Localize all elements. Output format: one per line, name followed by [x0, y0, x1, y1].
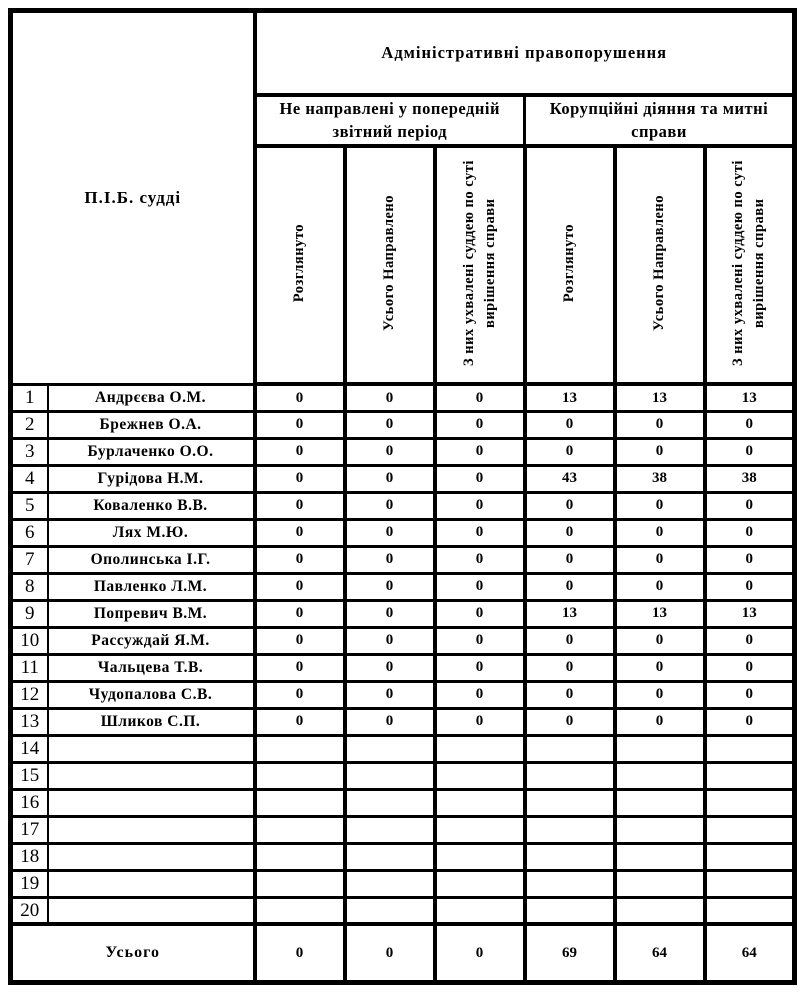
value-cell: 0	[525, 546, 615, 573]
value-cell	[615, 816, 705, 843]
value-cell: 0	[345, 384, 435, 411]
value-cell	[345, 897, 435, 924]
value-cell: 0	[525, 438, 615, 465]
judge-name-cell: Лях М.Ю.	[48, 519, 255, 546]
value-cell: 0	[255, 411, 345, 438]
value-cell	[705, 762, 795, 789]
column-header-reviewed-right	[525, 146, 615, 384]
table-body	[11, 384, 795, 924]
total-value-cell: 0	[255, 924, 345, 982]
value-cell: 0	[345, 546, 435, 573]
row-number-cell: 11	[11, 654, 48, 681]
value-cell	[255, 816, 345, 843]
row-number-cell: 5	[11, 492, 48, 519]
value-cell: 43	[525, 465, 615, 492]
value-cell	[255, 789, 345, 816]
value-cell: 0	[345, 654, 435, 681]
total-value-cell: 0	[435, 924, 525, 982]
top-header: Адміністративні правопорушення	[255, 11, 795, 95]
value-cell	[435, 789, 525, 816]
value-cell: 0	[255, 681, 345, 708]
judge-name-cell: Шликов С.П.	[48, 708, 255, 735]
table-row	[11, 411, 795, 438]
value-cell: 0	[615, 681, 705, 708]
judge-name-cell: Чальцева Т.В.	[48, 654, 255, 681]
value-cell: 0	[615, 627, 705, 654]
value-cell: 13	[615, 600, 705, 627]
table-row	[11, 708, 795, 735]
table-row	[11, 438, 795, 465]
value-cell	[525, 762, 615, 789]
value-cell: 0	[345, 708, 435, 735]
value-cell: 0	[615, 573, 705, 600]
total-value-cell: 64	[615, 924, 705, 982]
value-cell: 0	[435, 681, 525, 708]
judge-name-cell: Чудопалова С.В.	[48, 681, 255, 708]
value-cell: 0	[525, 492, 615, 519]
row-number-cell: 9	[11, 600, 48, 627]
value-cell	[345, 789, 435, 816]
value-cell: 0	[435, 519, 525, 546]
judge-name-cell	[48, 762, 255, 789]
judge-name-cell: Гурідова Н.М.	[48, 465, 255, 492]
value-cell: 0	[615, 546, 705, 573]
value-cell: 0	[435, 465, 525, 492]
value-cell: 0	[435, 600, 525, 627]
table-header	[11, 11, 795, 385]
value-cell	[345, 843, 435, 870]
value-cell	[435, 897, 525, 924]
table-row	[11, 843, 795, 870]
value-cell: 0	[705, 546, 795, 573]
group-header-corruption-customs: Корупційні діяння та митні справи	[525, 95, 795, 147]
value-cell	[705, 789, 795, 816]
table-row	[11, 465, 795, 492]
column-header-rotated-label: Розглянуто	[561, 223, 577, 302]
value-cell: 0	[255, 492, 345, 519]
column-header-rotated-label: З них ухвалені суддею по суті вирішення справи	[730, 159, 768, 366]
row-number-cell: 3	[11, 438, 48, 465]
value-cell: 0	[345, 627, 435, 654]
value-cell: 13	[525, 384, 615, 411]
table-row	[11, 789, 795, 816]
table-row	[11, 735, 795, 762]
row-number-cell: 4	[11, 465, 48, 492]
column-header-rotated-label: Усього Направлено	[381, 194, 397, 331]
value-cell: 0	[435, 627, 525, 654]
value-cell: 0	[525, 654, 615, 681]
value-cell: 0	[705, 627, 795, 654]
total-value-cell: 0	[345, 924, 435, 982]
value-cell: 13	[705, 600, 795, 627]
row-number-cell: 19	[11, 870, 48, 897]
value-cell	[525, 843, 615, 870]
column-header-decided-on-merits-right	[705, 146, 795, 384]
value-cell: 0	[255, 465, 345, 492]
column-header-decided-on-merits-left	[435, 146, 525, 384]
value-cell	[705, 870, 795, 897]
value-cell: 13	[615, 384, 705, 411]
value-cell: 0	[705, 492, 795, 519]
value-cell: 0	[615, 492, 705, 519]
value-cell	[435, 843, 525, 870]
value-cell	[705, 843, 795, 870]
value-cell	[255, 762, 345, 789]
value-cell: 0	[705, 519, 795, 546]
judge-name-cell	[48, 843, 255, 870]
name-column-header: П.І.Б. судді	[11, 11, 255, 385]
table-row	[11, 600, 795, 627]
value-cell: 0	[615, 411, 705, 438]
value-cell: 0	[435, 492, 525, 519]
header-row-top	[11, 11, 795, 95]
judge-name-cell: Коваленко В.В.	[48, 492, 255, 519]
value-cell	[255, 735, 345, 762]
value-cell: 0	[525, 519, 615, 546]
value-cell	[435, 870, 525, 897]
value-cell: 0	[615, 708, 705, 735]
value-cell	[345, 870, 435, 897]
value-cell: 0	[345, 519, 435, 546]
judge-name-cell	[48, 789, 255, 816]
row-number-cell: 10	[11, 627, 48, 654]
judge-name-cell: Бурлаченко О.О.	[48, 438, 255, 465]
value-cell: 0	[435, 654, 525, 681]
table-row	[11, 546, 795, 573]
value-cell: 0	[255, 573, 345, 600]
value-cell: 0	[255, 708, 345, 735]
value-cell	[525, 735, 615, 762]
value-cell: 0	[435, 384, 525, 411]
value-cell: 0	[615, 438, 705, 465]
table-row	[11, 573, 795, 600]
group-header-not-forwarded: Не направлені у попередній звітний період	[255, 95, 525, 147]
value-cell	[345, 735, 435, 762]
value-cell: 0	[435, 546, 525, 573]
value-cell: 0	[345, 681, 435, 708]
judge-name-cell: Брежнев О.А.	[48, 411, 255, 438]
row-number-cell: 8	[11, 573, 48, 600]
value-cell: 0	[345, 438, 435, 465]
row-number-cell: 7	[11, 546, 48, 573]
value-cell: 0	[345, 600, 435, 627]
value-cell	[615, 843, 705, 870]
table-row	[11, 654, 795, 681]
row-number-cell: 2	[11, 411, 48, 438]
column-header-rotated-label: Усього Направлено	[651, 194, 667, 331]
judge-name-cell	[48, 816, 255, 843]
value-cell: 0	[615, 654, 705, 681]
value-cell: 0	[255, 654, 345, 681]
value-cell	[345, 816, 435, 843]
value-cell: 0	[435, 411, 525, 438]
column-header-rotated-label: Розглянуто	[291, 223, 307, 302]
value-cell: 0	[525, 573, 615, 600]
value-cell	[615, 762, 705, 789]
row-number-cell: 15	[11, 762, 48, 789]
value-cell: 0	[345, 573, 435, 600]
value-cell: 0	[705, 654, 795, 681]
value-cell: 0	[525, 708, 615, 735]
value-cell	[435, 762, 525, 789]
row-number-cell: 16	[11, 789, 48, 816]
value-cell	[615, 870, 705, 897]
value-cell	[615, 897, 705, 924]
table-row	[11, 627, 795, 654]
report-table	[8, 8, 797, 985]
row-number-cell: 12	[11, 681, 48, 708]
column-header-total-sent-left	[345, 146, 435, 384]
value-cell: 0	[705, 708, 795, 735]
table-footer	[11, 924, 795, 982]
value-cell	[255, 843, 345, 870]
table-row	[11, 870, 795, 897]
row-number-cell: 13	[11, 708, 48, 735]
table-row	[11, 897, 795, 924]
value-cell: 13	[525, 600, 615, 627]
value-cell: 0	[705, 681, 795, 708]
value-cell	[435, 816, 525, 843]
judge-name-cell	[48, 897, 255, 924]
judge-name-cell: Попревич В.М.	[48, 600, 255, 627]
judge-name-cell: Ополинська І.Г.	[48, 546, 255, 573]
value-cell: 13	[705, 384, 795, 411]
value-cell	[435, 735, 525, 762]
value-cell: 0	[345, 465, 435, 492]
table-row	[11, 519, 795, 546]
column-header-total-sent-right	[615, 146, 705, 384]
value-cell: 38	[705, 465, 795, 492]
value-cell	[525, 816, 615, 843]
table-row	[11, 816, 795, 843]
value-cell: 38	[615, 465, 705, 492]
column-header-reviewed-left	[255, 146, 345, 384]
table-row	[11, 681, 795, 708]
row-number-cell: 17	[11, 816, 48, 843]
value-cell: 0	[525, 411, 615, 438]
table-row	[11, 492, 795, 519]
value-cell: 0	[525, 627, 615, 654]
value-cell	[525, 870, 615, 897]
value-cell: 0	[705, 573, 795, 600]
judge-name-cell: Андрєєва О.М.	[48, 384, 255, 411]
judge-name-cell	[48, 870, 255, 897]
value-cell: 0	[255, 438, 345, 465]
value-cell	[525, 789, 615, 816]
value-cell: 0	[255, 600, 345, 627]
row-number-cell: 20	[11, 897, 48, 924]
value-cell: 0	[255, 546, 345, 573]
total-label: Усього	[11, 924, 255, 982]
value-cell: 0	[525, 681, 615, 708]
value-cell: 0	[435, 708, 525, 735]
value-cell: 0	[345, 492, 435, 519]
value-cell	[255, 897, 345, 924]
total-value-cell: 64	[705, 924, 795, 982]
total-value-cell: 69	[525, 924, 615, 982]
value-cell: 0	[435, 573, 525, 600]
value-cell: 0	[615, 519, 705, 546]
value-cell	[525, 897, 615, 924]
row-number-cell: 1	[11, 384, 48, 411]
value-cell: 0	[345, 411, 435, 438]
total-row	[11, 924, 795, 982]
judge-name-cell: Рассуждай Я.М.	[48, 627, 255, 654]
value-cell	[615, 789, 705, 816]
column-header-rotated-label: З них ухвалені суддею по суті вирішення справи	[460, 159, 498, 366]
table-row	[11, 384, 795, 411]
value-cell: 0	[255, 519, 345, 546]
table-row	[11, 762, 795, 789]
value-cell	[705, 816, 795, 843]
row-number-cell: 14	[11, 735, 48, 762]
value-cell	[345, 762, 435, 789]
value-cell: 0	[255, 627, 345, 654]
row-number-cell: 6	[11, 519, 48, 546]
value-cell: 0	[435, 438, 525, 465]
value-cell	[705, 897, 795, 924]
value-cell: 0	[255, 384, 345, 411]
value-cell	[705, 735, 795, 762]
row-number-cell: 18	[11, 843, 48, 870]
value-cell	[255, 870, 345, 897]
value-cell	[615, 735, 705, 762]
judge-name-cell: Павленко Л.М.	[48, 573, 255, 600]
judge-name-cell	[48, 735, 255, 762]
value-cell: 0	[705, 438, 795, 465]
value-cell: 0	[705, 411, 795, 438]
